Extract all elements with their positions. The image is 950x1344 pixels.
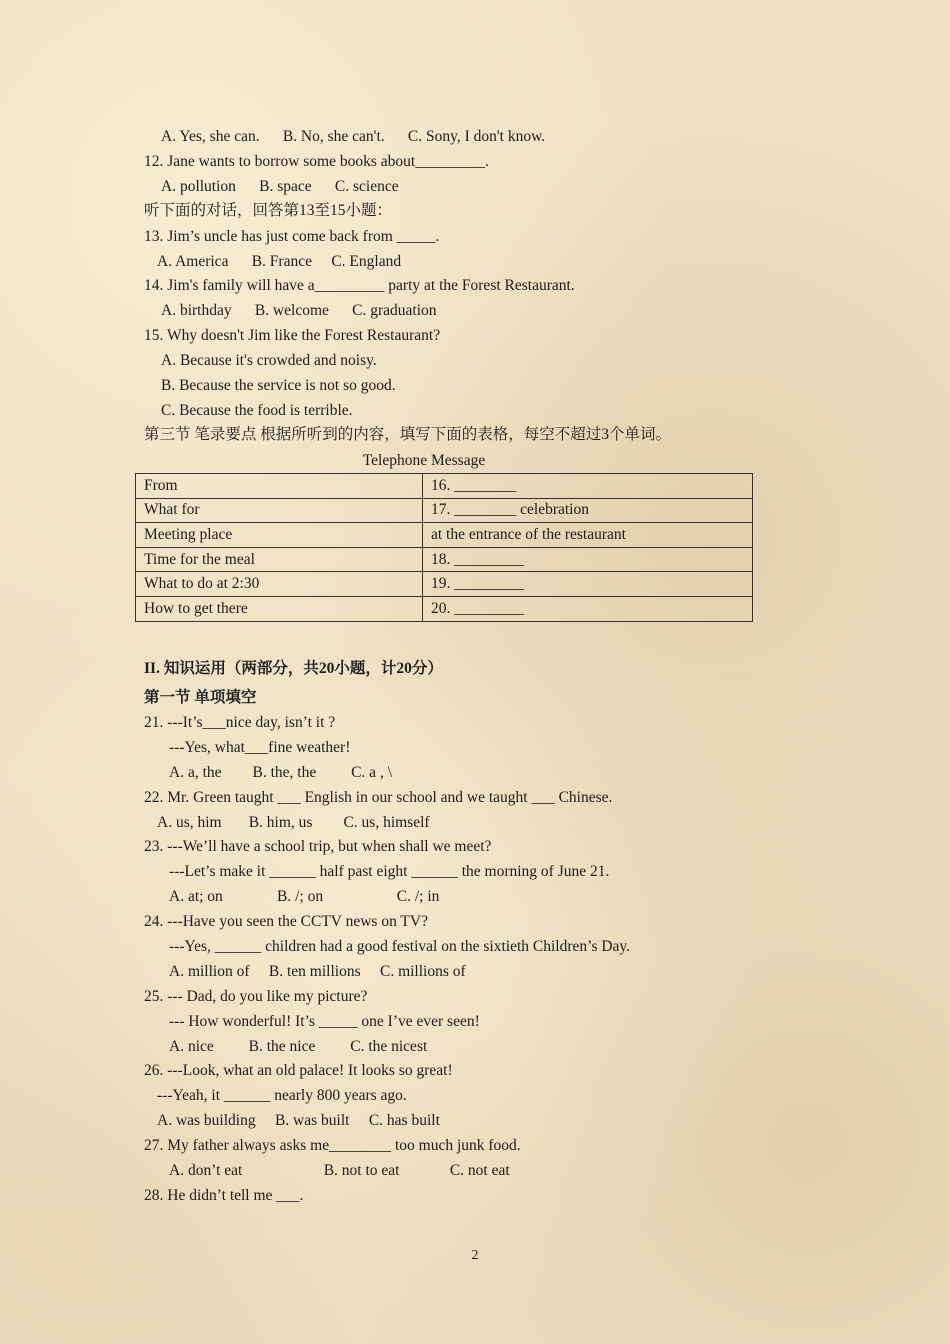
table-row-label: What for xyxy=(136,498,423,523)
table-row-label: How to get there xyxy=(136,596,423,621)
question-21-reply: ---Yes, what___fine weather! xyxy=(169,739,351,756)
q15-option-a: A. Because it's crowded and noisy. xyxy=(161,352,377,369)
table-row-value: at the entrance of the restaurant xyxy=(423,523,753,548)
q15-option-c: C. Because the food is terrible. xyxy=(161,402,353,419)
question-14: 14. Jim's family will have a_________ party at the Forest Restaurant. xyxy=(144,277,575,294)
q24-options: A. million of B. ten millions C. millions of xyxy=(169,963,466,980)
table-row-label: Meeting place xyxy=(136,523,423,548)
q27-options: A. don’t eat B. not to eat C. not eat xyxy=(169,1162,510,1179)
table-row xyxy=(136,498,753,523)
question-15: 15. Why doesn't Jim like the Forest Restaurant? xyxy=(144,327,441,344)
table-row-value: 20. _________ xyxy=(423,596,753,621)
question-26-reply: ---Yeah, it ______ nearly 800 years ago. xyxy=(157,1087,407,1104)
table-row-value: 19. _________ xyxy=(423,572,753,597)
q11-options: A. Yes, she can. B. No, she can't. C. Sony, I don't know. xyxy=(161,128,546,145)
question-21: 21. ---It’s___nice day, isn’t it ? xyxy=(144,714,336,731)
part-2-heading: II. 知识运用（两部分，共20小题，计20分） xyxy=(144,660,443,677)
question-23-reply: ---Let’s make it ______ half past eight ______ the morning of June 21. xyxy=(169,863,610,880)
q26-options: A. was building B. was built C. has built xyxy=(157,1112,440,1129)
table-title: Telephone Message xyxy=(362,452,486,469)
q13-options: A. America B. France C. England xyxy=(157,253,402,270)
table-row xyxy=(136,474,753,499)
question-25-reply: --- How wonderful! It’s _____ one I’ve ever seen! xyxy=(169,1013,480,1030)
q22-options: A. us, him B. him, us C. us, himself xyxy=(157,814,430,831)
question-23: 23. ---We’ll have a school trip, but when shall we meet? xyxy=(144,838,492,855)
question-27: 27. My father always asks me________ too much junk food. xyxy=(144,1137,521,1154)
table-row-value: 18. _________ xyxy=(423,547,753,572)
q21-options: A. a, the B. the, the C. a , \ xyxy=(169,764,392,781)
question-22: 22. Mr. Green taught ___ English in our school and we taught ___ Chinese. xyxy=(144,789,613,806)
question-26: 26. ---Look, what an old palace! It looks so great! xyxy=(144,1062,453,1079)
q25-options: A. nice B. the nice C. the nicest xyxy=(169,1038,428,1055)
table-row-value: 17. ________ celebration xyxy=(423,498,753,523)
question-13: 13. Jim’s uncle has just come back from _____. xyxy=(144,228,440,245)
table-row xyxy=(136,547,753,572)
section-3-instruction: 第三节 笔录要点 根据所听到的内容，填写下面的表格，每空不超过3个单词。 xyxy=(144,426,672,443)
q15-option-b: B. Because the service is not so good. xyxy=(161,377,396,394)
table-row xyxy=(136,523,753,548)
dialog-instruction: 听下面的对话，回答第13至15小题： xyxy=(144,202,393,219)
question-24-reply: ---Yes, ______ children had a good festival on the sixtieth Children’s Day. xyxy=(169,938,631,955)
q12-options: A. pollution B. space C. science xyxy=(161,178,399,195)
table-row xyxy=(136,572,753,597)
section-1-heading: 第一节 单项填空 xyxy=(144,689,257,706)
question-28: 28. He didn’t tell me ___. xyxy=(144,1187,304,1204)
question-12: 12. Jane wants to borrow some books about_________. xyxy=(144,153,489,170)
question-24: 24. ---Have you seen the CCTV news on TV? xyxy=(144,913,428,930)
question-25: 25. --- Dad, do you like my picture? xyxy=(144,988,368,1005)
telephone-message-table xyxy=(135,473,753,622)
table-row xyxy=(136,596,753,621)
page-number: 2 xyxy=(471,1248,479,1263)
q23-options: A. at; on B. /; on C. /; in xyxy=(169,888,440,905)
q14-options: A. birthday B. welcome C. graduation xyxy=(161,302,437,319)
table-row-label: From xyxy=(136,474,423,499)
table-row-label: Time for the meal xyxy=(136,547,423,572)
table-row-label: What to do at 2:30 xyxy=(136,572,423,597)
table-row-value: 16. ________ xyxy=(423,474,753,499)
